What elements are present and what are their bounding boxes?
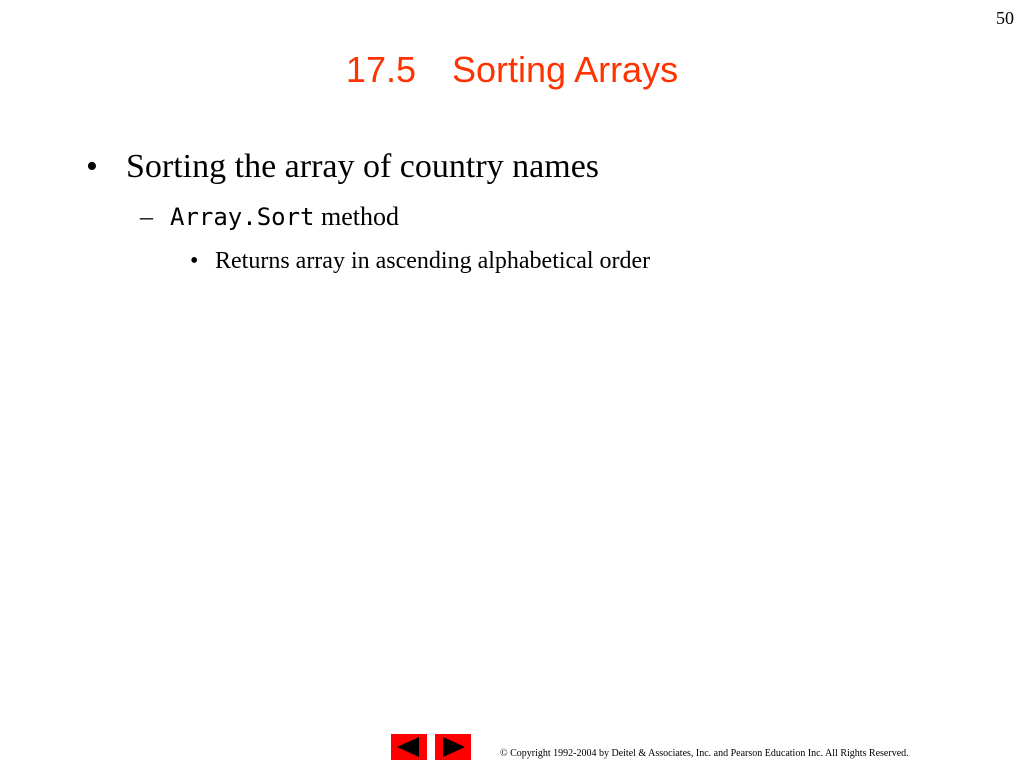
bullet-mark: • bbox=[86, 148, 98, 185]
code-text: Array.Sort bbox=[170, 203, 315, 231]
right-arrow-icon bbox=[435, 734, 471, 760]
bullet-text: Sorting the array of country names bbox=[126, 148, 600, 185]
bullet-level-3 bbox=[190, 246, 650, 276]
next-slide-button[interactable] bbox=[435, 734, 471, 760]
bullet-level-2 bbox=[140, 201, 399, 233]
page-number: 50 bbox=[996, 8, 1014, 28]
dash-mark: – bbox=[140, 202, 153, 231]
slide-title: 17.5 Sorting Arrays bbox=[345, 49, 679, 90]
bullet-text: Returns array in ascending alphabetical order bbox=[215, 248, 651, 274]
bullet-text: method bbox=[314, 202, 399, 231]
bullet-mark: • bbox=[190, 248, 199, 274]
left-arrow-icon bbox=[391, 734, 427, 760]
bullet-level-1 bbox=[86, 147, 599, 187]
previous-slide-button[interactable] bbox=[391, 734, 427, 760]
copyright-footer: © Copyright 1992-2004 by Deitel & Associates, Inc. and Pearson Education Inc. All Rights Reserved. bbox=[500, 748, 909, 759]
